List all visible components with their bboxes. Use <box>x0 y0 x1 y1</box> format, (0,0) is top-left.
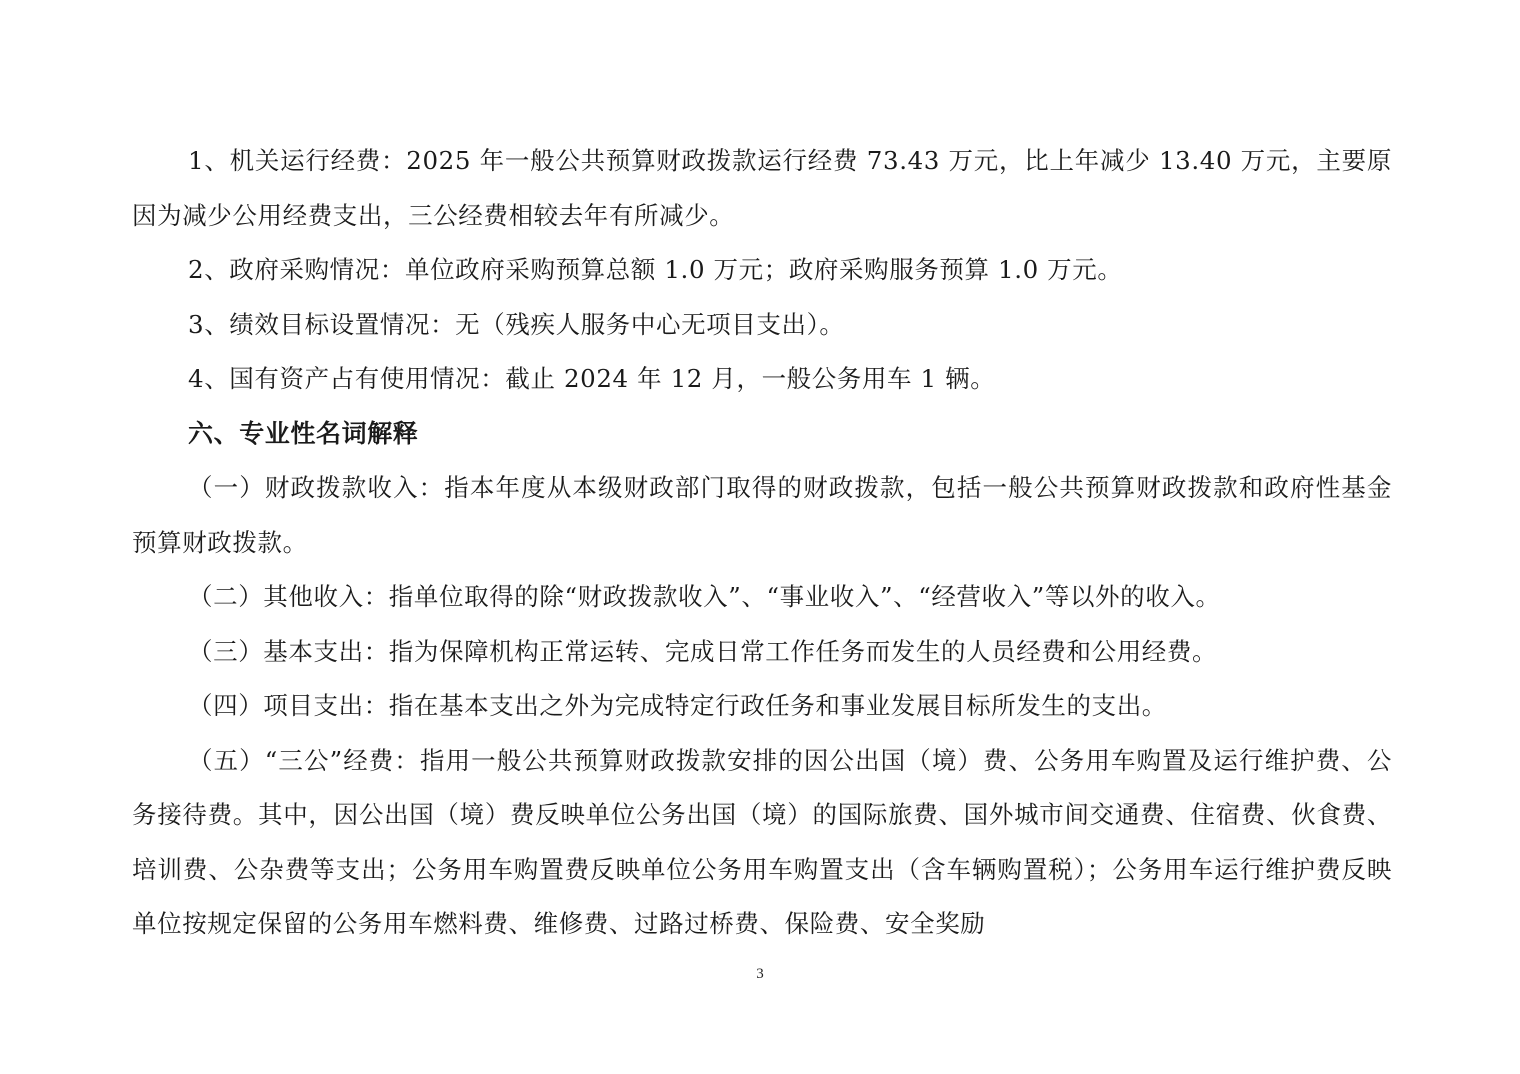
paragraph-state-assets: 4、国有资产占有使用情况：截止 2024 年 12 月，一般公务用车 1 辆。 <box>188 364 996 393</box>
definition-fiscal-appropriation-income: （一）财政拨款收入：指本年度从本级财政部门取得的财政拨款，包括一般公共预算财政拨款和政府性基金预算财政拨款。 <box>132 473 1392 557</box>
paragraph-performance-targets: 3、绩效目标设置情况：无（残疾人服务中心无项目支出）。 <box>188 309 845 339</box>
definition-three-public-expenses: （五）“三公”经费：指用一般公共预算财政拨款安排的因公出国（境）费、公务用车购置及运行维护费、公务接待费。其中，因公出国（境）费反映单位公务出国（境）的国际旅费、国外城市间交通费、住宿费、伙食费、培训费、公杂费等支出；公务用车购置费反映单位公务用车购置支出（含车辆购置税）；公务用车运行维护费反映单位按规定保留的公务用车燃料费、维修费、过路过桥费、保险费、安全奖励 <box>132 745 1392 938</box>
definition-other-income: （二）其他收入：指单位取得的除“财政拨款收入”、“事业收入”、“经营收入”等以外的收入。 <box>188 582 1221 611</box>
document-body <box>132 134 1392 952</box>
definition-basic-expenditure: （三）基本支出：指为保障机构正常运转、完成日常工作任务而发生的人员经费和公用经费。 <box>188 636 1218 666</box>
definition-project-expenditure: （四）项目支出：指在基本支出之外为完成特定行政任务和事业发展目标所发生的支出。 <box>188 691 1167 720</box>
page-number: 3 <box>756 966 764 982</box>
paragraph-government-procurement: 2、政府采购情况：单位政府采购预算总额 1.0 万元；政府采购服务预算 1.0 万元。 <box>188 255 1123 284</box>
section-heading-terms: 六、专业性名词解释 <box>188 418 419 448</box>
paragraph-operating-expenses: 1、机关运行经费：2025 年一般公共预算财政拨款运行经费 73.43 万元，比上年减少 13.40 万元，主要原因为减少公用经费支出，三公经费相较去年有所减少。 <box>132 146 1392 230</box>
